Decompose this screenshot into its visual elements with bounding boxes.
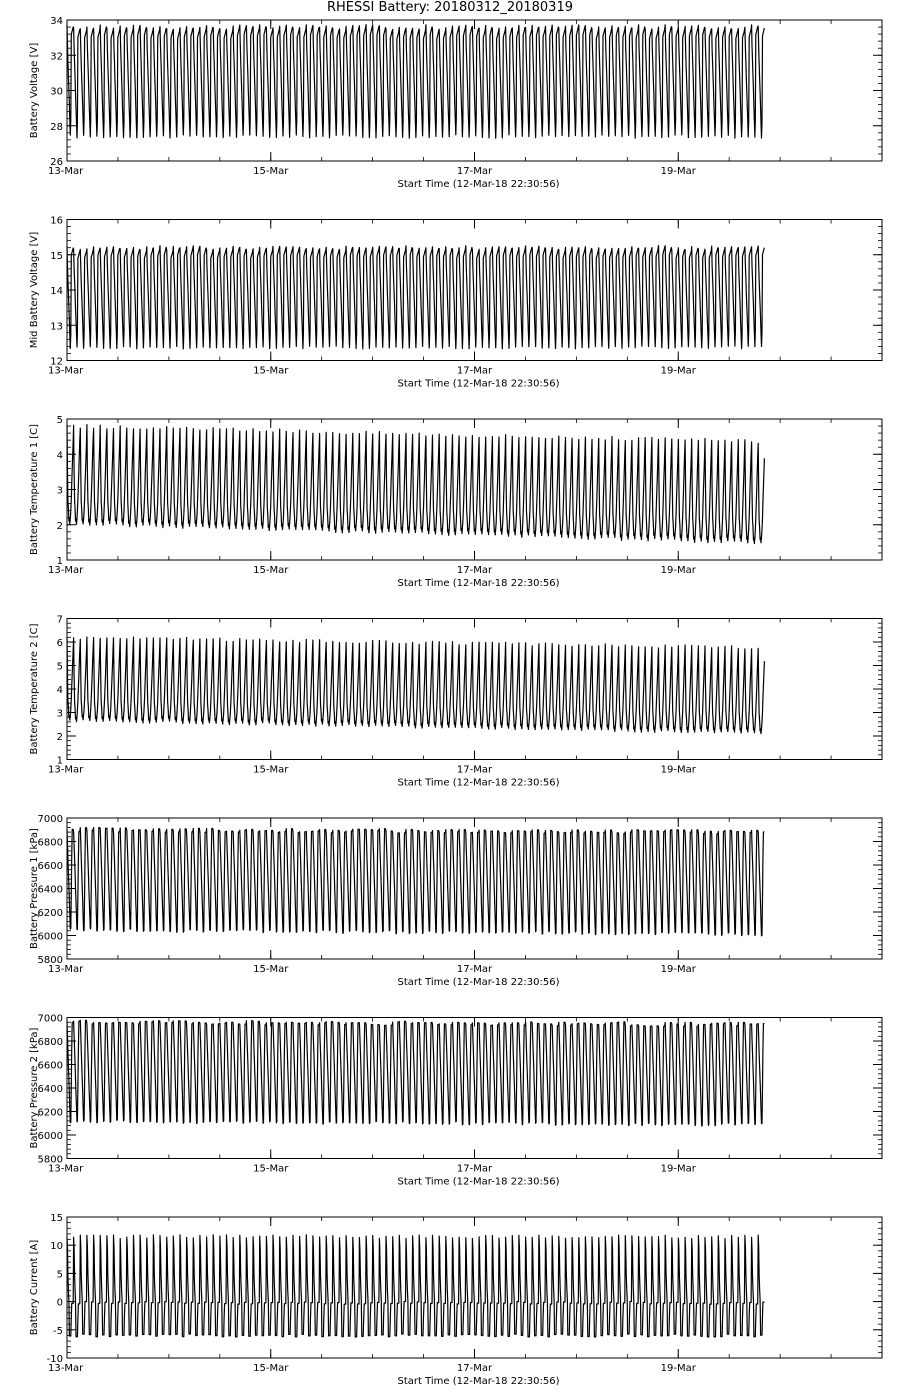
chart-panel-7	[29, 1213, 882, 1387]
x-tick-label: 19-Mar	[660, 166, 696, 177]
plot-frame	[67, 619, 882, 760]
y-tick-label: 30	[50, 86, 63, 98]
x-axis-label: Start Time (12-Mar-18 22:30:56)	[397, 578, 560, 589]
y-tick-label: 6600	[37, 861, 63, 872]
x-tick-label: 13-Mar	[48, 166, 84, 177]
y-axis-label: Battery Current [A]	[29, 1239, 40, 1336]
series-line	[67, 1020, 764, 1126]
y-tick-label: 15	[50, 1213, 63, 1224]
page-title: RHESSI Battery: 20180312_20180319	[326, 0, 573, 15]
chart-panel-6	[29, 1014, 882, 1188]
x-tick-label: 19-Mar	[660, 365, 696, 377]
series-line	[67, 828, 764, 936]
y-tick-label: 28	[50, 121, 63, 133]
y-tick-label: 32	[50, 51, 63, 63]
chart-panel-3	[29, 415, 882, 589]
x-tick-label: 17-Mar	[456, 565, 493, 576]
x-tick-label: 13-Mar	[48, 764, 84, 776]
x-axis-label: Start Time (12-Mar-18 22:30:56)	[397, 179, 560, 190]
y-tick-label: 4	[56, 450, 63, 462]
x-tick-label: 19-Mar	[660, 565, 696, 576]
chart-panel-2	[29, 216, 882, 390]
y-tick-label: -5	[53, 1325, 63, 1337]
y-tick-label: 1	[56, 755, 63, 767]
x-tick-label: 15-Mar	[253, 1163, 289, 1175]
y-tick-label: 12	[50, 356, 63, 368]
series-line	[67, 637, 764, 734]
x-tick-label: 19-Mar	[660, 964, 696, 975]
y-tick-label: 0	[56, 1297, 63, 1309]
y-tick-label: 4	[56, 685, 63, 696]
x-tick-label: 19-Mar	[660, 1363, 696, 1374]
y-tick-label: 34	[50, 16, 63, 27]
x-tick-label: 13-Mar	[48, 1163, 84, 1175]
y-tick-label: 6600	[37, 1060, 63, 1072]
chart-panel-1	[29, 16, 882, 190]
y-axis-label: Battery Pressure 2 [kPa]	[29, 1027, 40, 1149]
x-tick-label: 15-Mar	[253, 365, 289, 377]
y-tick-label: 1	[56, 556, 63, 567]
y-tick-label: 5	[56, 1269, 63, 1281]
y-tick-label: 6400	[37, 884, 63, 896]
x-axis-label: Start Time (12-Mar-18 22:30:56)	[397, 777, 560, 789]
x-axis-label: Start Time (12-Mar-18 22:30:56)	[397, 1376, 560, 1387]
y-tick-label: 6000	[37, 931, 63, 943]
y-tick-label: 10	[50, 1241, 63, 1253]
y-tick-label: 6200	[37, 908, 63, 919]
x-tick-label: 15-Mar	[253, 764, 289, 776]
y-tick-label: 2	[56, 732, 63, 743]
series-line	[67, 425, 764, 544]
x-tick-label: 17-Mar	[456, 1363, 493, 1374]
y-tick-label: 6800	[37, 837, 63, 849]
y-axis-label: Battery Voltage [V]	[29, 42, 40, 139]
y-tick-label: 5	[56, 415, 63, 426]
x-tick-label: 17-Mar	[456, 964, 493, 975]
y-tick-label: 5800	[37, 955, 63, 966]
x-tick-label: 17-Mar	[456, 764, 493, 776]
x-tick-label: 19-Mar	[660, 764, 696, 776]
series-line	[67, 25, 764, 139]
y-tick-label: 3	[56, 485, 63, 497]
y-tick-label: 7000	[37, 814, 63, 825]
y-axis-label: Battery Pressure 1 [kPa]	[29, 828, 40, 949]
y-tick-label: 14	[50, 286, 63, 297]
y-tick-label: 13	[50, 321, 63, 333]
y-tick-label: 3	[56, 708, 63, 720]
y-axis-label: Battery Temperature 1 [C]	[29, 423, 40, 556]
y-tick-label: 7000	[37, 1013, 63, 1025]
x-tick-label: 13-Mar	[48, 565, 84, 576]
chart-panel-5	[29, 814, 882, 988]
y-tick-label: 7	[56, 614, 63, 626]
y-tick-label: 6800	[37, 1037, 63, 1048]
y-tick-label: -10	[46, 1354, 63, 1365]
y-tick-label: 15	[50, 250, 63, 262]
x-tick-label: 13-Mar	[48, 964, 84, 975]
y-tick-label: 2	[56, 520, 63, 532]
y-tick-label: 5	[56, 661, 63, 673]
chart-panel-4	[29, 615, 882, 789]
x-axis-label: Start Time (12-Mar-18 22:30:56)	[397, 977, 560, 988]
y-tick-label: 6200	[37, 1107, 63, 1119]
y-tick-label: 5800	[37, 1154, 63, 1166]
y-axis-label: Mid Battery Voltage [V]	[29, 231, 40, 349]
y-tick-label: 6	[56, 638, 63, 649]
x-tick-label: 17-Mar	[456, 1163, 493, 1175]
series-line	[67, 246, 764, 349]
y-tick-label: 6000	[37, 1131, 63, 1142]
x-tick-label: 17-Mar	[456, 365, 493, 377]
x-tick-label: 19-Mar	[660, 1163, 696, 1175]
x-tick-label: 15-Mar	[253, 166, 289, 177]
x-axis-label: Start Time (12-Mar-18 22:30:56)	[397, 1176, 560, 1188]
x-tick-label: 15-Mar	[253, 964, 289, 975]
y-tick-label: 26	[50, 157, 63, 168]
series-line	[67, 1235, 764, 1337]
x-tick-label: 15-Mar	[253, 1363, 289, 1374]
y-tick-label: 16	[50, 215, 63, 227]
x-tick-label: 17-Mar	[456, 166, 493, 177]
x-tick-label: 13-Mar	[48, 365, 84, 377]
y-axis-label: Battery Temperature 2 [C]	[29, 623, 40, 755]
x-tick-label: 15-Mar	[253, 565, 289, 576]
x-axis-label: Start Time (12-Mar-18 22:30:56)	[397, 378, 560, 390]
x-tick-label: 13-Mar	[48, 1363, 84, 1374]
y-tick-label: 6400	[37, 1084, 63, 1095]
